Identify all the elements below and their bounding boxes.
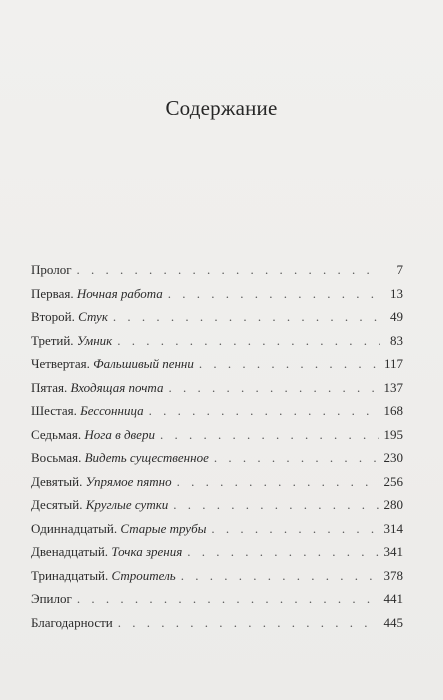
toc-entry-prefix: Десятый. [31,497,83,512]
dot-leader [168,286,380,302]
toc-entry-page: 83 [390,332,403,348]
dot-leader [117,333,380,349]
toc-entry-prefix: Пятая. [31,379,68,395]
toc-entry [31,380,403,404]
toc-entry-page: 445 [383,614,403,630]
toc-entry-page: 314 [383,520,403,536]
toc-entry [31,497,403,521]
toc-entry-prefix: Восьмая. [31,450,82,465]
toc-entry [31,286,403,310]
toc-entry-label [31,309,111,325]
toc-entry-label [31,262,75,278]
toc-entry-label [31,521,209,537]
dot-leader [177,474,379,490]
toc-entry-page: 137 [383,379,403,395]
dot-leader [173,497,378,513]
toc-entry-label [31,403,147,419]
toc-entry [31,309,403,333]
toc-entry-page: 378 [383,567,403,583]
dot-leader [211,521,378,537]
toc-entry [31,403,403,427]
toc-entry-prefix: Благодарности [31,614,113,630]
dot-leader [118,615,379,631]
toc-entry-name: Видеть существенное [84,450,209,465]
toc-entry [31,450,403,474]
dot-leader [181,568,379,584]
toc-entry-prefix: Третий. [31,332,74,348]
dot-leader [160,427,379,443]
toc-entry-page: 280 [383,497,403,512]
dot-leader [187,544,378,560]
toc-entry-name: Входящая почта [70,379,164,395]
toc-entry-prefix: Второй. [31,309,75,324]
toc-entry-page: 13 [390,285,403,301]
toc-entry-prefix: Тринадцатый. [31,567,109,583]
toc-entry-label [31,427,158,443]
toc-entry-name: Нога в двери [84,426,155,442]
toc-entry-prefix: Девятый. [31,473,83,489]
toc-entry-label [31,591,75,607]
toc-entry-name: Строитель [111,567,176,583]
toc-entry-page: 230 [383,450,403,465]
toc-entry-name: Ночная работа [76,285,163,301]
dot-leader [214,450,379,466]
toc-entry [31,427,403,451]
toc-entry-name: Стук [78,309,108,324]
toc-entry [31,615,403,639]
toc-entry-prefix: Четвертая. [31,356,90,371]
toc-entry-prefix: Двенадцатый. [31,544,109,559]
toc-entry-prefix: Одиннадцатый. [31,520,118,536]
toc-entry-page: 256 [383,473,403,489]
toc-entry-prefix: Эпилог [31,591,72,606]
toc-entry-name: Бессонница [80,403,144,418]
toc-entry [31,474,403,498]
toc-entry [31,521,403,545]
toc-entry-name: Точка зрения [111,544,183,559]
toc-entry-name: Старые трубы [120,520,207,536]
toc-entry-page: 341 [383,544,403,559]
dot-leader [77,262,380,278]
table-of-contents [31,262,403,638]
toc-entry-name: Умник [76,332,113,348]
toc-entry-page: 195 [383,426,403,442]
toc-entry-prefix: Седьмая. [31,426,82,442]
toc-entry-name: Упрямое пятно [85,473,172,489]
toc-entry-label [31,544,185,560]
toc-entry [31,591,403,615]
toc-entry-prefix: Шестая. [31,403,77,418]
toc-entry-prefix: Первая. [31,285,74,301]
toc-entry [31,262,403,286]
toc-entry-page: 7 [396,262,403,277]
dot-leader [168,380,378,396]
toc-entry-label [31,450,212,466]
toc-entry-name: Круглые сутки [85,497,169,512]
toc-entry-page: 117 [383,356,403,371]
toc-entry-label [31,615,116,631]
toc-entry-page: 441 [383,591,403,606]
toc-entry-label [31,356,197,372]
toc-entry-label [31,474,175,490]
toc-entry-prefix: Пролог [31,262,72,277]
toc-entry [31,356,403,380]
toc-entry-name: Фальшивый пенни [93,356,194,371]
toc-entry-page: 168 [383,403,403,418]
toc-entry-page: 49 [390,309,403,324]
toc-entry-label [31,568,179,584]
toc-entry-label [31,286,166,302]
dot-leader [149,403,379,419]
toc-entry [31,544,403,568]
dot-leader [199,356,379,372]
page-title: Содержание [165,96,278,120]
toc-entry [31,568,403,592]
toc-entry-label [31,380,166,396]
toc-entry [31,333,403,357]
toc-entry-label [31,497,171,513]
toc-entry-label [31,333,115,349]
dot-leader [77,591,379,607]
dot-leader [113,309,380,325]
